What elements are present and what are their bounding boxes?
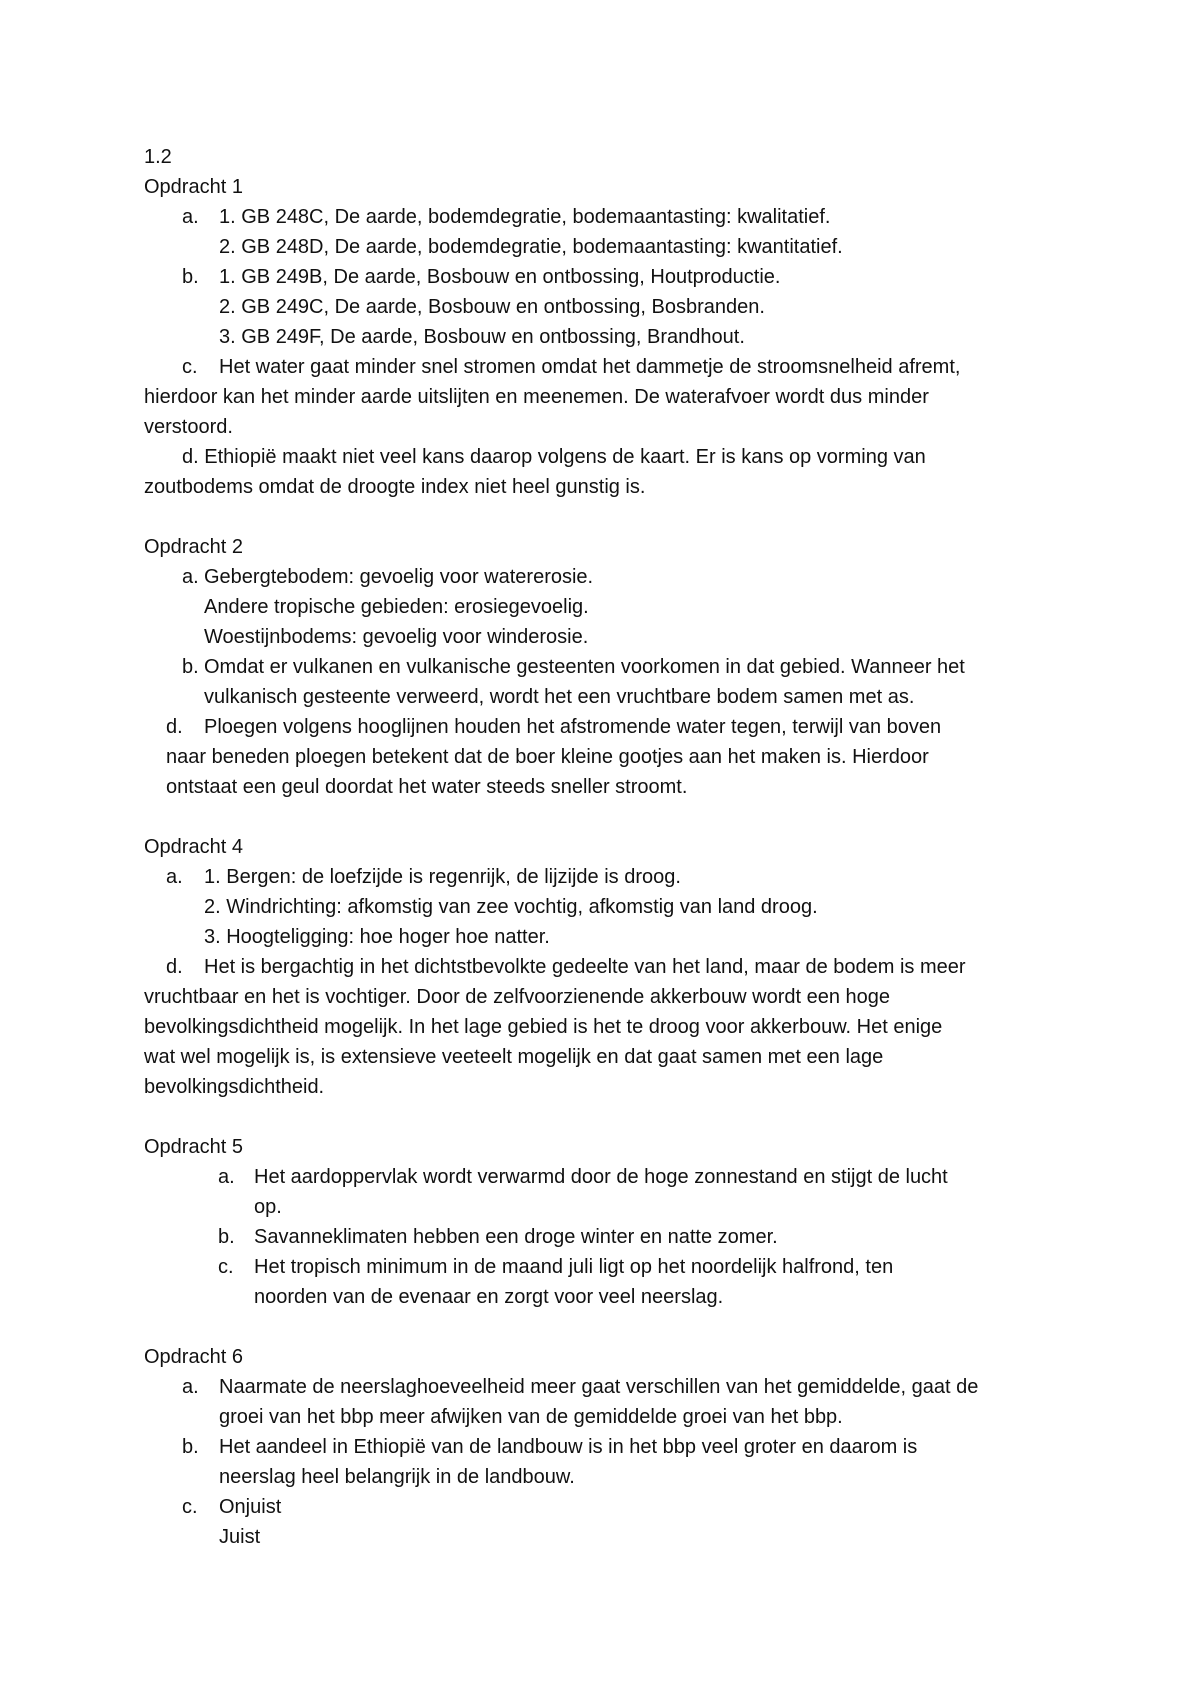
answer-line: d. Ethiopië maakt niet veel kans daarop volgens de kaart. Er is kans op vorming van: [182, 446, 926, 468]
answer-line: Juist: [219, 1526, 261, 1548]
item-marker: d.: [166, 956, 183, 978]
answer-line: 2. GB 248D, De aarde, bodemdegratie, bodemaantasting: kwantitatief.: [219, 236, 843, 258]
item-marker: c.: [182, 356, 198, 378]
section-title: Opdracht 2: [144, 536, 243, 558]
answer-line: Ploegen volgens hooglijnen houden het afstromende water tegen, terwijl van boven: [204, 716, 942, 738]
answer-line: groei van het bbp meer afwijken van de gemiddelde groei van het bbp.: [219, 1406, 843, 1428]
answer-line: bevolkingsdichtheid.: [144, 1076, 325, 1098]
item-marker: a.: [182, 206, 199, 228]
answer-line: op.: [254, 1196, 282, 1218]
answer-line: 1. Bergen: de loefzijde is regenrijk, de lijzijde is droog.: [204, 866, 681, 888]
answer-line: 2. GB 249C, De aarde, Bosbouw en ontbossing, Bosbranden.: [219, 296, 765, 318]
answer-line: noorden van de evenaar en zorgt voor veel neerslag.: [254, 1286, 724, 1308]
answer-line: Het water gaat minder snel stromen omdat het dammetje de stroomsnelheid afremt,: [219, 356, 961, 378]
answer-line: Onjuist: [219, 1496, 282, 1518]
section-title: Opdracht 6: [144, 1346, 243, 1368]
answer-line: 1. GB 248C, De aarde, bodemdegratie, bodemaantasting: kwalitatief.: [219, 206, 831, 228]
answer-line: vulkanisch gesteente verweerd, wordt het een vruchtbare bodem samen met as.: [204, 686, 915, 708]
item-marker: a.: [166, 866, 183, 888]
answer-line: verstoord.: [144, 416, 233, 438]
page-heading: 1.2: [144, 146, 172, 168]
answer-line: Omdat er vulkanen en vulkanische gesteenten voorkomen in dat gebied. Wanneer het: [204, 656, 965, 678]
item-marker: a.: [218, 1166, 235, 1188]
item-marker: a.: [182, 1376, 199, 1398]
item-marker: c.: [218, 1256, 234, 1278]
answer-line: hierdoor kan het minder aarde uitslijten en meenemen. De waterafvoer wordt dus minder: [144, 386, 929, 408]
answer-line: 2. Windrichting: afkomstig van zee vochtig, afkomstig van land droog.: [204, 896, 818, 918]
answer-line: Gebergtebodem: gevoelig voor watererosie.: [204, 566, 594, 588]
answer-line: naar beneden ploegen betekent dat de boer kleine gootjes aan het maken is. Hierdoor: [166, 746, 929, 768]
answer-line: zoutbodems omdat de droogte index niet heel gunstig is.: [144, 476, 646, 498]
item-marker: b.: [182, 266, 199, 288]
section-title: Opdracht 4: [144, 836, 243, 858]
item-marker: a.: [182, 566, 199, 588]
answer-line: vruchtbaar en het is vochtiger. Door de zelfvoorzienende akkerbouw wordt een hoge: [144, 986, 891, 1008]
answer-line: Het is bergachtig in het dichtstbevolkte gedeelte van het land, maar de bodem is meer: [204, 956, 966, 978]
item-marker: b.: [182, 1436, 199, 1458]
answer-line: Het aandeel in Ethiopië van de landbouw is in het bbp veel groter en daarom is: [219, 1436, 918, 1458]
answer-line: neerslag heel belangrijk in de landbouw.: [219, 1466, 575, 1488]
section-title: Opdracht 1: [144, 176, 243, 198]
item-marker: b.: [182, 656, 199, 678]
item-marker: c.: [182, 1496, 198, 1518]
answer-line: Andere tropische gebieden: erosiegevoelig.: [204, 596, 589, 618]
item-marker: d.: [166, 716, 183, 738]
answer-line: ontstaat een geul doordat het water steeds sneller stroomt.: [166, 776, 688, 798]
answer-line: 3. Hoogteligging: hoe hoger hoe natter.: [204, 926, 550, 948]
answer-line: Woestijnbodems: gevoelig voor winderosie.: [204, 626, 589, 648]
answer-line: 3. GB 249F, De aarde, Bosbouw en ontbossing, Brandhout.: [219, 326, 745, 348]
item-marker: b.: [218, 1226, 235, 1248]
answer-line: Savanneklimaten hebben een droge winter en natte zomer.: [254, 1226, 778, 1248]
answer-line: bevolkingsdichtheid mogelijk. In het lage gebied is het te droog voor akkerbouw. Het enige: [144, 1016, 943, 1038]
answer-line: Het aardoppervlak wordt verwarmd door de hoge zonnestand en stijgt de lucht: [254, 1166, 948, 1188]
answer-line: Het tropisch minimum in de maand juli ligt op het noordelijk halfrond, ten: [254, 1256, 894, 1278]
answer-line: wat wel mogelijk is, is extensieve veeteelt mogelijk en dat gaat samen met een lage: [144, 1046, 884, 1068]
answer-line: Naarmate de neerslaghoeveelheid meer gaat verschillen van het gemiddelde, gaat de: [219, 1376, 979, 1398]
section-title: Opdracht 5: [144, 1136, 243, 1158]
answer-line: 1. GB 249B, De aarde, Bosbouw en ontbossing, Houtproductie.: [219, 266, 781, 288]
